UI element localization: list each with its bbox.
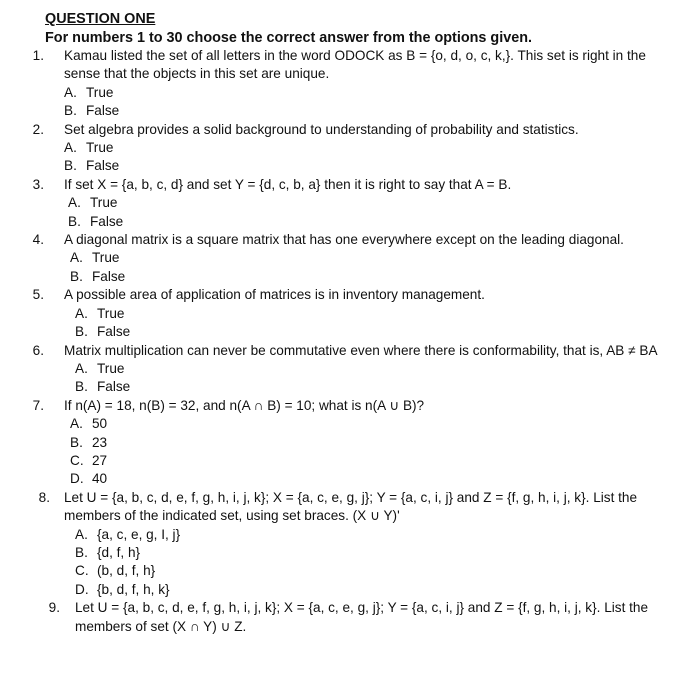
instruction-text: For numbers 1 to 30 choose the correct answer from the options given.	[45, 30, 532, 46]
question-line	[0, 599, 700, 617]
option-text: False	[97, 324, 131, 340]
answer-option[interactable]	[64, 84, 700, 102]
answer-option[interactable]	[70, 452, 700, 470]
option-text: True	[86, 84, 114, 100]
option-letter: B.	[75, 544, 88, 560]
option-text: True	[90, 195, 118, 211]
option-letter: A.	[64, 84, 77, 100]
option-letter: D.	[70, 471, 84, 487]
option-text: 23	[92, 434, 108, 450]
option-letter: A.	[70, 250, 83, 266]
option-letter: A.	[68, 195, 81, 211]
option-text: False	[86, 158, 120, 174]
answer-option[interactable]	[75, 526, 700, 544]
answer-option[interactable]	[68, 194, 700, 212]
option-text: False	[92, 268, 126, 284]
question-text: members of set (X ∩ Y) ∪ Z.	[75, 618, 247, 634]
question-list	[0, 47, 700, 636]
option-letter: B.	[75, 379, 88, 395]
question-4	[0, 231, 700, 286]
question-2	[0, 121, 700, 176]
question-line	[0, 507, 700, 525]
option-text: 40	[92, 471, 108, 487]
question-text: Let U = {a, b, c, d, e, f, g, h, i, j, k}; X = {a, c, e, g, j}; Y = {a, c, i, j} and Z = {f, g, h, i, j, k}. List the	[64, 489, 638, 505]
question-8	[0, 489, 700, 599]
question-line	[0, 65, 700, 83]
question-text: Let U = {a, b, c, d, e, f, g, h, i, j, k}; X = {a, c, e, g, j}; Y = {a, c, i, j} and Z = {f, g, h, i, j, k}. List the	[75, 600, 649, 616]
option-text: True	[92, 250, 120, 266]
option-text: False	[86, 103, 120, 119]
section-title: QUESTION ONE	[45, 11, 156, 27]
question-line	[0, 286, 700, 304]
answer-option[interactable]	[75, 562, 700, 580]
answer-option[interactable]	[75, 581, 700, 599]
question-number: 2.	[32, 121, 44, 137]
option-text: True	[97, 305, 125, 321]
option-letter: B.	[75, 324, 88, 340]
question-number: 5.	[32, 287, 44, 303]
option-letter: B.	[64, 158, 77, 174]
answer-option[interactable]	[68, 213, 700, 231]
question-text: members of the indicated set, using set braces. (X ∪ Y)'	[64, 508, 400, 524]
question-line	[0, 397, 700, 415]
question-text: A diagonal matrix is a square matrix that has one everywhere except on the leading diagonal.	[64, 232, 624, 248]
option-letter: B.	[64, 103, 77, 119]
option-text: 50	[92, 416, 108, 432]
question-number: 1.	[32, 48, 44, 63]
question-text: sense that the objects in this set are unique.	[64, 66, 330, 82]
answer-option[interactable]	[70, 268, 700, 286]
option-letter: A.	[75, 305, 88, 321]
option-text: {a, c, e, g, I, j}	[97, 526, 181, 542]
option-letter: A.	[75, 360, 88, 376]
question-line	[0, 231, 700, 249]
option-letter: A.	[64, 140, 77, 156]
question-text: If set X = {a, b, c, d} and set Y = {d, c, b, a} then it is right to say that A = B.	[64, 176, 512, 192]
question-line	[0, 47, 700, 65]
question-number: 8.	[38, 489, 50, 505]
question-6	[0, 342, 700, 397]
option-letter: C.	[75, 563, 89, 579]
option-text: False	[90, 213, 124, 229]
question-number: 4.	[32, 232, 44, 248]
answer-option[interactable]	[70, 470, 700, 488]
option-text: True	[97, 360, 125, 376]
question-line	[0, 121, 700, 139]
answer-option[interactable]	[70, 415, 700, 433]
question-line	[0, 618, 700, 636]
option-letter: C.	[70, 452, 84, 468]
question-number: 9.	[48, 600, 60, 616]
option-letter: B.	[68, 213, 81, 229]
answer-option[interactable]	[75, 360, 700, 378]
option-text: (b, d, f, h}	[97, 563, 156, 579]
answer-option[interactable]	[75, 305, 700, 323]
question-line	[0, 489, 700, 507]
question-7	[0, 397, 700, 489]
option-letter: B.	[70, 434, 83, 450]
answer-option[interactable]	[75, 323, 700, 341]
question-text: If n(A) = 18, n(B) = 32, and n(A ∩ B) = 10; what is n(A ∪ B)?	[64, 397, 425, 413]
question-text: A possible area of application of matrices is in inventory management.	[64, 287, 485, 303]
option-letter: A.	[75, 526, 88, 542]
answer-option[interactable]	[64, 102, 700, 120]
answer-option[interactable]	[75, 378, 700, 396]
option-text: False	[97, 379, 131, 395]
answer-option[interactable]	[64, 139, 700, 157]
question-number: 7.	[32, 397, 44, 413]
answer-option[interactable]	[70, 434, 700, 452]
question-number: 3.	[32, 176, 44, 192]
question-5	[0, 286, 700, 341]
answer-option[interactable]	[75, 544, 700, 562]
question-number: 6.	[32, 342, 44, 358]
option-text: 27	[92, 452, 108, 468]
option-text: True	[86, 140, 114, 156]
answer-option[interactable]	[64, 157, 700, 175]
question-9	[0, 599, 700, 636]
question-3	[0, 176, 700, 231]
question-text: Matrix multiplication can never be commutative even where there is conformability, that is, AB ≠ BA	[64, 342, 658, 358]
question-text: Set algebra provides a solid background to understanding of probability and statistics.	[64, 121, 579, 137]
option-text: {d, f, h}	[97, 544, 141, 560]
answer-option[interactable]	[70, 249, 700, 267]
option-letter: A.	[70, 416, 83, 432]
option-text: {b, d, f, h, k}	[97, 581, 170, 597]
option-letter: B.	[70, 268, 83, 284]
question-line	[0, 342, 700, 360]
question-text: Kamau listed the set of all letters in the word ODOCK as B = {o, d, o, c, k,}. This set is right in the	[64, 48, 646, 63]
question-line	[0, 176, 700, 194]
question-1	[0, 47, 700, 121]
option-letter: D.	[75, 581, 89, 597]
